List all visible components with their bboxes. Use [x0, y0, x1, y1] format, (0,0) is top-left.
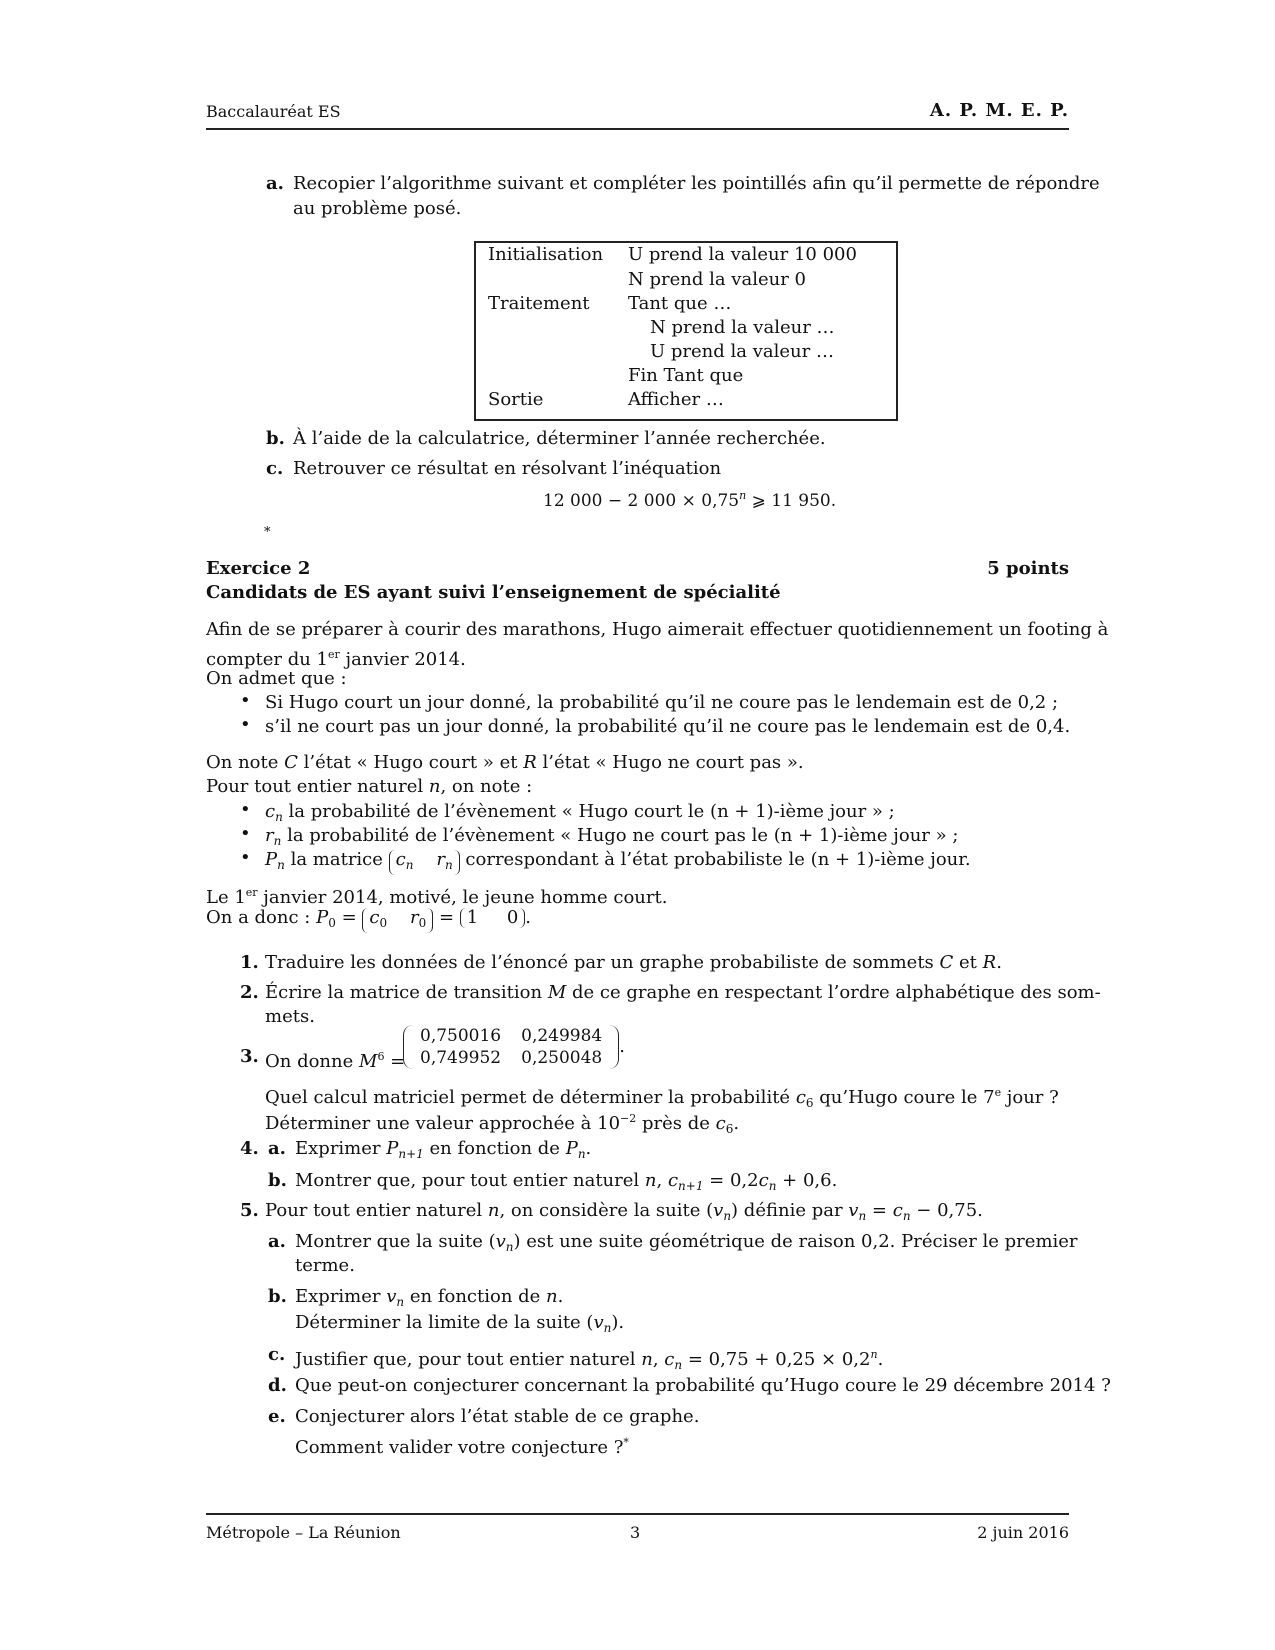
algo-section-sortie: Sortie	[488, 389, 544, 410]
exercise-subtitle: Candidats de ES ayant suivi l’enseignement de spécialité	[206, 582, 781, 603]
bullet1-1: Si Hugo court un jour donné, la probabilité qu’il ne coure pas le lendemain est de 0,2 ;	[265, 692, 1059, 713]
m12: 0,249984	[521, 1026, 603, 1046]
transition-matrix: 0,750016 0,249984 0,749952 0,250048 .	[403, 1025, 625, 1069]
q1-label: 1.	[240, 952, 259, 973]
m21: 0,749952	[420, 1048, 502, 1068]
part-c	[266, 456, 283, 481]
q5-text: Pour tout entier naturel n, on considère la suite $(v_n)$ définie par $v_n = c_n - 0,75$.	[265, 1200, 983, 1223]
footer-left: Métropole – La Réunion	[206, 1523, 401, 1542]
q3-line3: Déterminer une valeur approchée à $10^{-2}$ près de $c_6$.	[265, 1112, 740, 1136]
q5b-line1: Exprimer $v_n$ en fonction de n.	[295, 1286, 564, 1309]
algo-instr-2: N prend la valeur 0	[628, 269, 806, 290]
q5a-line1: Montrer que la suite $(v_n)$ est une suite géométrique de raison 0,2. Préciser le premier	[295, 1231, 1078, 1254]
separator-star: *	[264, 525, 271, 540]
q5b-label: b.	[268, 1286, 287, 1307]
q5d-label: d.	[268, 1375, 287, 1396]
q4a-text: Exprimer $P_{n+1}$ en fonction de $P_n$.	[295, 1138, 592, 1161]
q5c-text: Justifier que, pour tout entier naturel n, $c_n = 0,75 + 0,25 \times 0,2^n$.	[295, 1348, 884, 1372]
algo-instr-5: U prend la valeur …	[650, 341, 834, 362]
q5b-line2: Déterminer la limite de la suite $(v_n)$.	[295, 1312, 625, 1335]
header-right: A. P. M. E. P.	[929, 100, 1069, 121]
q3-given: On donne $M^6$ =	[265, 1050, 406, 1072]
page-header	[206, 100, 1069, 130]
q2-label: 2.	[240, 982, 259, 1003]
q5a-line2: terme.	[295, 1255, 355, 1276]
m22: 0,250048	[521, 1048, 603, 1068]
q5c-label: c.	[268, 1344, 286, 1365]
q4b-label: b.	[268, 1170, 287, 1191]
bullet1-2: s’il ne court pas un jour donné, la probabilité qu’il ne coure pas le lendemain est de 0,4.	[265, 716, 1071, 737]
q5a-label: a.	[268, 1231, 286, 1252]
q5d-text: Que peut-on conjecturer concernant la probabilité qu’Hugo coure le 29 décembre 2014 ?	[295, 1375, 1111, 1396]
algo-instr-3: Tant que …	[628, 293, 732, 314]
algo-instr-6: Fin Tant que	[628, 365, 744, 386]
part-c-formula	[543, 483, 836, 514]
part-a-line2: au problème posé.	[293, 198, 462, 219]
exercise-title: Exercice 2	[206, 558, 311, 579]
algo-instr-1: U prend la valeur 10 000	[628, 244, 857, 265]
page-footer	[206, 1513, 1069, 1555]
bullet2-2: $r_n$ la probabilité de l’évènement « Hugo ne court pas le (n + 1)-ième jour » ;	[265, 825, 959, 848]
bullet2-1: $c_n$ la probabilité de l’évènement « Hugo court le (n + 1)-ième jour » ;	[265, 801, 895, 824]
bullet-dot: •	[240, 847, 251, 868]
q4a-label: a.	[268, 1138, 286, 1159]
intro-line2: compter du 1er janvier 2014.	[206, 648, 466, 670]
algorithm-box	[474, 241, 898, 421]
algo-section-init: Initialisation	[488, 244, 604, 265]
on-a-donc: On a donc : $P_0 = c_0$ $r_0 = 1$ 0 .	[206, 905, 531, 936]
q1-text: Traduire les données de l’énoncé par un graphe probabiliste de sommets C et R.	[265, 952, 1002, 973]
formula-right: ⩾ 11 950.	[746, 491, 837, 511]
bullet-dot: •	[240, 690, 251, 711]
m11: 0,750016	[420, 1026, 502, 1046]
bullet-dot: •	[240, 714, 251, 735]
q5e-line1: Conjecturer alors l’état stable de ce graphe.	[295, 1406, 700, 1427]
part-a-label: a.	[266, 173, 284, 194]
note2: Pour tout entier naturel n, on note :	[206, 776, 533, 797]
formula-exp: n	[739, 489, 747, 502]
part-b-text: À l’aide de la calculatrice, déterminer l’année recherchée.	[293, 428, 826, 449]
q4-label: 4.	[240, 1138, 259, 1159]
q2-line1: Écrire la matrice de transition M de ce graphe en respectant l’ordre alphabétique des som-	[265, 982, 1101, 1003]
q5e-label: e.	[268, 1406, 286, 1427]
part-c-label: c.	[266, 458, 284, 479]
part-a	[266, 171, 284, 196]
algo-instr-7: Afficher …	[628, 389, 724, 410]
q3-line2: Quel calcul matriciel permet de déterminer la probabilité $c_6$ qu’Hugo coure le 7e jour ?	[265, 1086, 1059, 1110]
q5e-line2: Comment valider votre conjecture ?*	[295, 1436, 629, 1458]
bullet-dot: •	[240, 799, 251, 820]
bullet2-3: $P_n$ la matrice $c_n$ $r_n$ correspondant à l’état probabiliste le (n + 1)-ième jour.	[265, 847, 971, 878]
note1: On note C l’état « Hugo court » et R l’état « Hugo ne court pas ».	[206, 752, 804, 773]
footer-right: 2 juin 2016	[977, 1523, 1069, 1542]
admet: On admet que :	[206, 668, 347, 689]
part-c-text: Retrouver ce résultat en résolvant l’inéquation	[293, 458, 722, 479]
le1: Le 1er janvier 2014, motivé, le jeune homme court.	[206, 886, 668, 908]
bullet-dot: •	[240, 823, 251, 844]
part-b	[266, 426, 285, 451]
page-number: 3	[630, 1523, 641, 1542]
q2-line2: mets.	[265, 1006, 315, 1027]
q3-label: 3.	[240, 1046, 259, 1067]
algo-section-traitement: Traitement	[488, 293, 590, 314]
part-a-line1: Recopier l’algorithme suivant et compléter les pointillés afin qu’il permette de répondre	[293, 173, 1100, 194]
intro-line1: Afin de se préparer à courir des marathons, Hugo aimerait effectuer quotidiennement un footing à	[206, 619, 1109, 640]
q5-label: 5.	[240, 1200, 259, 1221]
q4b-text: Montrer que, pour tout entier naturel n, $c_{n+1} = 0,2c_n + 0,6$.	[295, 1170, 838, 1193]
formula-left: 12 000 − 2 000 × 0,75	[543, 491, 740, 511]
exercise-points: 5 points	[987, 558, 1069, 579]
header-left: Baccalauréat ES	[206, 102, 341, 121]
algo-instr-4: N prend la valeur …	[650, 317, 835, 338]
part-b-label: b.	[266, 428, 285, 449]
